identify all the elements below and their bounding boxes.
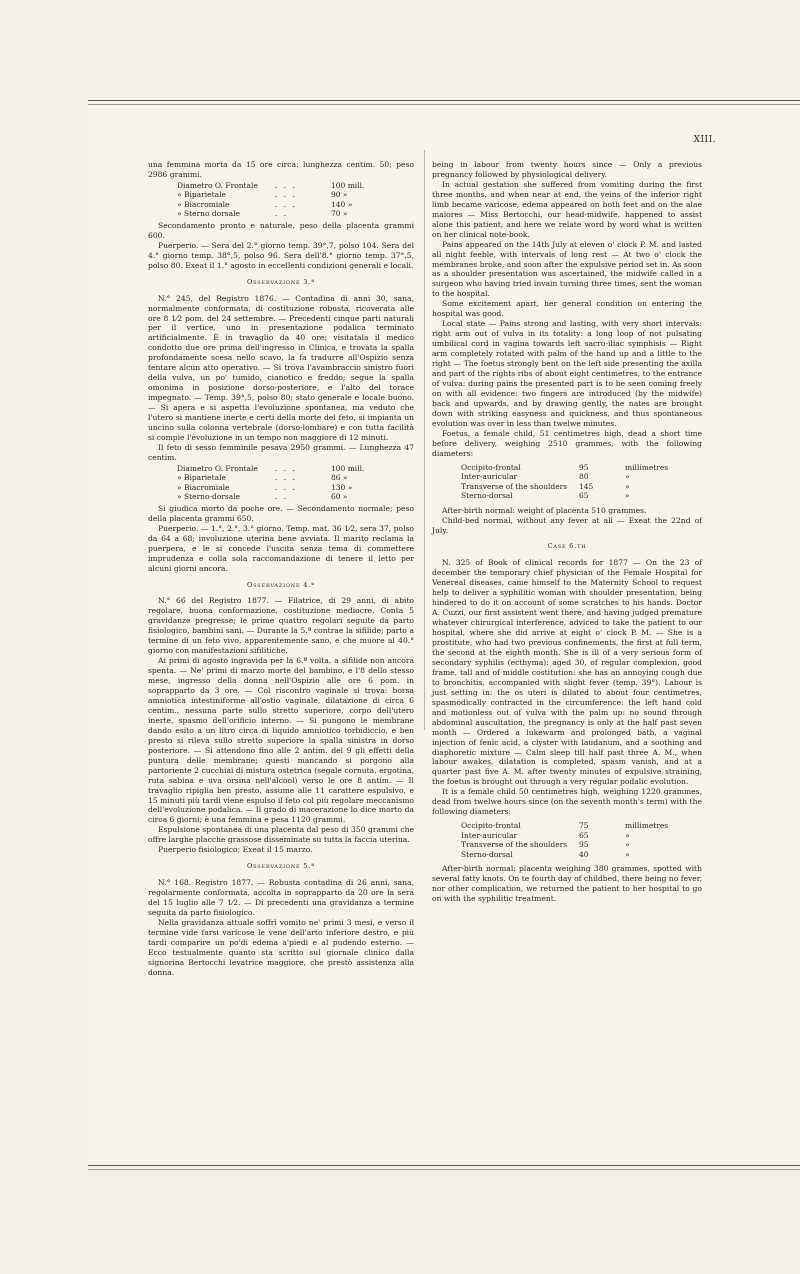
paragraph: being in labour from twenty hours since — Only a previous pregnancy followed by physiological delivery. — [432, 160, 702, 179]
right-column — [432, 160, 702, 904]
table-row: Diametro O. Frontale . . . 100 mill. — [177, 180, 365, 190]
paragraph: Local state — Pains strong and lasting, with very short intervals: right arm out of vulva in its totality: a long loop of not pulsating umbilical cord in vagina towards left sacro-iliac symphisis — Right arm completely rotated with palm of the hand up and a little to the right — The foetus strongly bent on the left side presenting the axilla and part of the rights ribs of about eight centimetres, to the entrance of vulva: during pains the presented part is to be seen coming freely on with all evidence: two fingers are introduced (by the midwife) back and upwards, and by drawing gently, the nates are brought down with striking easyness and quickness, and thus spontaneous evolution was over in less than twelwe minutes. — [432, 319, 702, 428]
paragraph: N. 325 of Book of clinical records for 1877 — On the 23 of december the temporary chief physician of the Female Hospital for Venereal diseases, came himself to the Maternity School to request help to deliver a syphilitic woman with shoulder presentation, being hindered to do it on account of some scratches to his hands. Doctor A. Cuzzi, our first assistent went there, and having judged premature whatever chirurgical interference, adviced to take the patient to our hospital, where she did arrive at eight o' clock P. M. — She is a prostitute, who had two previous confinements, the first at full term, the second at the eighth month. She is ill of a very serious form of secondary syphilis (ecthyma): aged 30, of regular complexion, good frame, tall and of middle costitution: she has an annoying cough due to bronchitis, accompanied with slight fever (temp. 39°). Labour is just setting in: the os uteri is dilated to about four centimetres, spasmodically contracted in the circumference: the left hand cold and motionless out of vulva with the palm up: no sound through abdominal auscultation, the pregnancy is only at the half past seven month — Ordered a lukewarm and prolonged bath, a vaginal injection of fenic acid, a clyster with laudanum, and a soothing and diaphoretic mixture — Calm sleep till half past three A. M., when labour awakes, dilatation is completed, spasm vanish, and at a quarter past five A. M. after twenty minutes of expulsive straining, the foetus is brought out through a very regular podalic evolution. — [432, 558, 702, 787]
table-row: Transverse of the shoulders 145 » — [461, 481, 630, 491]
diameters-table-2 — [458, 821, 671, 859]
section-heading: Osservazione 4.ª — [247, 580, 315, 589]
table-row: Inter-auricular 65 » — [461, 830, 630, 840]
table-row: Sterno-dorsal 65 » — [461, 491, 630, 501]
table-row: » Biparietale . . . 86 » — [177, 473, 348, 483]
paragraph: N.° 245, del Registro 1876. — Contadina di anni 30, sana, normalmente conformata, di costituzione robusta, ricoverata alle ore 8 1⁄2 pom. del 24 settembre. — Precedenti cinque parti naturali per il vertice, uno in presentazione podalica terminato artificialmente. È in travaglio da 40 ore; visitatala il medico condotto due ore prima dell'ingresso in Clinica, e trovata la spalla profondamente scesa nello scavo, la fa tradurre all'Ospizio senza tentare alcun atto operativo. — Si trova l'avambraccio sinistro fuori della vulva, un po' tumido, cianotico e freddo; segue la spalla omonima in posizione dorso-posteriore, e l'alto del torace impegnato. — Temp. 39°,5, polso 80; stato generale e locale buono. — Si apera e si aspetta l'evoluzione spontanea, ma veduto che l'utero si mantiene inerte e certi della morte del feto, si impianta un uncino sulla colonna vertebrale (dorso-lombare) e con tutta facilità si compie l'evoluzione in un tempo non maggiore di 12 minuti. — [148, 293, 414, 442]
column-divider — [424, 150, 425, 730]
paragraph: Nella gravidanza attuale soffrì vomito ne' primi 3 mesi, e verso il termine vide farsi varicose le vene dell'arto inferiore destro, e più tardi comparire un po'di edema a'piedi e al pudendo esterno. — Ecco testualmente quanto sta scritto sul giornale clinico dalla signorina Bertocchi levatrice maggiore, che prestò assistenza alla donna. — [148, 918, 414, 977]
table-row: Sterno-dorsal 40 » — [461, 849, 630, 859]
top-rule-thin — [88, 104, 800, 105]
table-row: » Biparietale . . . 90 » — [177, 190, 348, 200]
top-rule — [88, 100, 800, 101]
section-heading: Case 6.th — [547, 542, 587, 551]
table-row: Occipito-frontal 75 millimetres — [461, 821, 669, 831]
paragraph: Il feto di sesso femminile pesava 2950 grammi. — Lunghezza 47 centim. — [148, 442, 414, 462]
left-column — [148, 160, 414, 978]
diameters-table-1 — [458, 463, 671, 501]
table-row: Diametro O. Frontale . . . 100 mill. — [177, 463, 365, 473]
paragraph: Puerperio. — 1.°, 2.°, 3.° giorno. Temp. mat. 36 1⁄2, sera 37, polso da 64 a 68; involuzione uterina bene avviata. Il marito reclama la puerpera, e le si concede l'uscita senza tema di commettere imprudenza e colla sola raccomandazione di tenere il letto per alcuni giorni ancora. — [148, 523, 414, 573]
paragraph: Si giudica morto da poche ore. — Secondamento normale; peso della placenta grammi 650. — [148, 503, 414, 523]
measurements-table-2 — [174, 464, 367, 502]
paragraph: After-birth normal: weight of placenta 510 grammes. — [442, 505, 647, 515]
measurements-table-1 — [174, 181, 367, 219]
paragraph: una femmina morta da 15 ore circa: lunghezza centim. 50; peso 2986 grammi. — [148, 160, 414, 179]
bottom-rule-thin — [88, 1169, 800, 1170]
table-row: Occipito-frontal 95 millimetres — [461, 462, 669, 472]
table-row: Inter-auricular 80 » — [461, 472, 630, 482]
paragraph: Puerperio. — Sera del 2.° giorno temp. 39°,7, polso 104. Sera del 4.° giorno temp. 38°,5, polso 96. Sera dell'8.° giorno temp. 37°,5, polso 80. Exeat il 1.° agosto in eccellenti condizioni generali e locali. — [148, 240, 414, 270]
table-row: » Sterno-dorsale . . 60 » — [177, 492, 348, 502]
paragraph: N.° 66 del Registro 1877. — Filatrice, di 29 anni, di abito regolare, buona conformazione, costituzione mediocre. Conta 5 gravidanze pregresse; le prime quattro regolari seguite da parto fisiologico, bambini sani. — Durante la 5.ª contrae la sifilide; parto a termine di un feto vivo, apparentemente sano, e che muore al 40.° giorno con manifestazioni sifilitiche. — [148, 596, 414, 656]
paragraph: Pains appeared on the 14th July at eleven o' clock P. M. and lasted all night feeble, with intervals of long rest — At two o' clock the membranes broke, and soon after the expulsive period set in. As soon as a shoulder presentation was ascertained, the midwife called in a surgeon who having tried invain turning three times, sent the woman to the hospital. — [432, 239, 702, 299]
section-heading: Osservazione 3.ª — [247, 277, 315, 286]
paragraph: Secondamento pronto e naturale, peso della placenta grammi 600. — [148, 220, 414, 240]
table-row: Transverse of the shoulders 95 » — [461, 840, 630, 850]
section-heading: Osservazione 5.ª — [247, 862, 315, 871]
paragraph: Puerperio fisiologico; Exeat il 15 marzo. — [158, 845, 313, 855]
paragraph: Some excitement apart, her general condition on entering the hospital was good. — [432, 299, 702, 319]
paragraph: Espulsione spontanea di una placenta dal peso di 350 grammi che offre larghe placche grassose disseminate su tutta la faccia uterina. — [148, 825, 414, 845]
bottom-rule — [88, 1165, 800, 1166]
paragraph: After-birth normal: placenta weighing 380 grammes, spotted with several fatty knots. On te fourth day of childbed, there being no fever, nor other complication, we returned the patient to her hospital to go on with the syphilitic treatment. — [432, 864, 702, 904]
table-row: » Sterno dorsale . . 70 » — [177, 209, 348, 219]
paragraph: Child-bed normal, without any fever at all — Exeat the 22nd of July. — [432, 515, 702, 535]
table-row: » Biacromiale . . . 140 » — [177, 199, 353, 209]
paragraph: It is a female child 50 centimetres high, weighing 1220 grammes, dead from twelwe hours since (on the seventh month's term) with the following diameters: — [432, 787, 702, 817]
page-number: XIII. — [693, 135, 716, 145]
paragraph: Ai primi di agosto ingravida per la 6.ª volta, a sifilide non ancora spenta. — Ne' primi di marzo morte del bambino, e l'8 dello stesso mese, ingresso della donna nell'Ospizio alle ore 6 pom. in soprapparto da 3 ore. — Col riscontro vaginale si trova: borsa amniotica intestiniforme all'ostio vaginale, dilatazione di circa 6 centim., nessuna parte sullo stretto superiore, corpo dell'utero inerte, spasmo dell'orificio interno. — Si pungono le membrane dando esito a un litro circa di liquido amniotico torbidiccio, e ben presto si rileva sullo stretto superiore la spalla sinistra in dorso posteriore. — Si attendono fino alle 2 antim. del 9 gli effetti della puntura delle membrane; questi mancando si porgono alla partoriente 2 cucchiai di mistura ostetrica (segale cornuta, ergotina, ruta sabina e uva orsina nell'alcool) verso le ore 8 antim. — Il travaglio ripiglia ben presto, assume alle 11 carattere espulsivo, e 15 minuti più tardi viene espulso il feto col più regolare meccanismo dell'evoluzione podalica. — Il grado di macerazione lo dice morto da circa 6 giorni; è una femmina e pesa 1120 grammi. — [148, 656, 414, 825]
table-row: » Biacromiale . . . 130 » — [177, 482, 353, 492]
paragraph: In actual gestation she suffered from vomiting during the first three months, and when near at end, the veins of the inferior right limb became varicose, edema appeared on both feet and on the alae maiores — Miss Bertocchi, our head-midwife, happened to assist alone this patient, and here we relate word by word what is written on her clinical note-book. — [432, 179, 702, 239]
paragraph: Foetus, a female child, 51 centimetres high, dead a short time before delivery, weighing 2510 grammes, with the following diameters: — [432, 428, 702, 458]
paragraph: N.° 168. Registro 1877. — Robusta contadina di 26 anni, sana, regolarmente conformata, accolta in soprapparto da 20 ore la sera del 15 luglio alle 7 1⁄2. — Di precedenti una gravidanza a termine seguita da parto fisiologico. — [148, 878, 414, 918]
